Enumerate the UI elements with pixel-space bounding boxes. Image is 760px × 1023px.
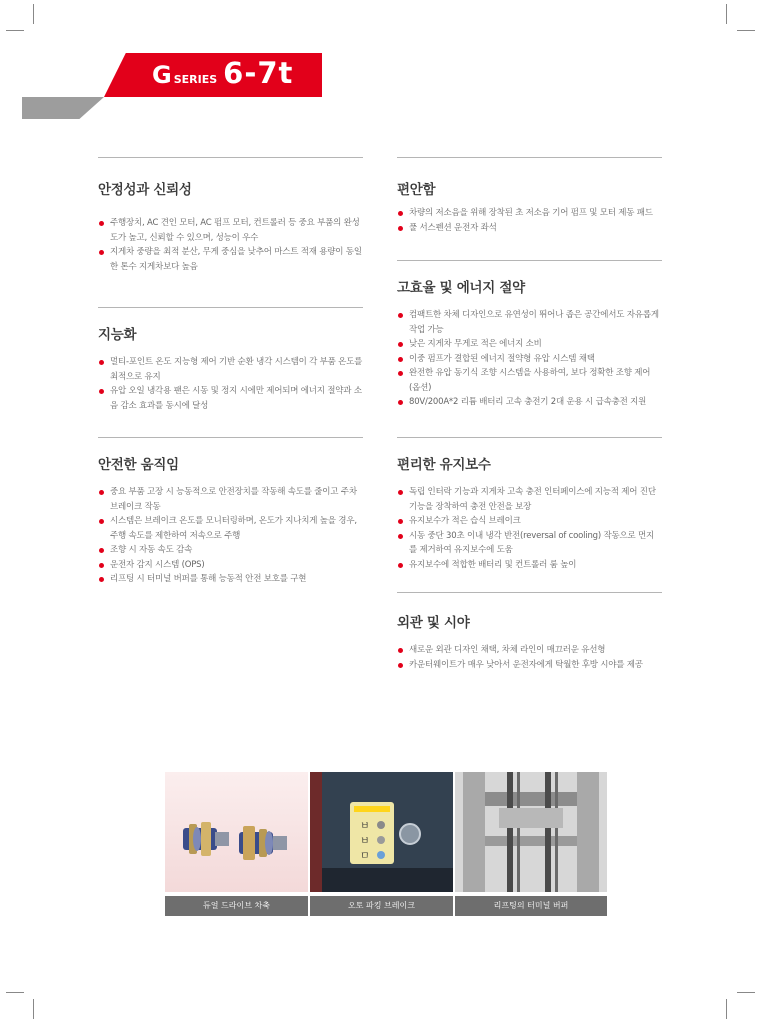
- bullet-item: 유압 오일 냉각용 팬은 시동 및 정지 시에만 제어되며 에너지 절약과 소음 감소 효과를 동시에 달성: [98, 384, 363, 413]
- section-rule: [397, 260, 662, 261]
- model-capacity: 6-7t: [223, 56, 294, 90]
- crop-mark: [737, 992, 755, 993]
- bullet-list: [397, 206, 662, 235]
- section-rule: [98, 157, 363, 158]
- bullet-item: 조향 시 자동 속도 감속: [98, 543, 363, 558]
- bullet-list: [397, 308, 662, 410]
- section-title: 외관 및 시야: [397, 615, 470, 631]
- bullet-item: 지게차 중량을 최적 분산, 무게 중심을 낮추어 마스트 적재 용량이 동일한 톤수 지게차보다 높음: [98, 245, 363, 274]
- section-intelligence: [98, 307, 363, 413]
- section-title: 고효율 및 에너지 절약: [397, 280, 525, 296]
- section-efficiency: [397, 260, 662, 410]
- section-title: 지능화: [98, 327, 137, 343]
- crop-mark: [737, 30, 755, 31]
- section-stability: [98, 157, 363, 274]
- section-title: 안전한 움직임: [98, 457, 179, 473]
- bullet-item: 80V/200A*2 리튬 배터리 고속 충전기 2대 운용 시 급속충전 지원: [397, 395, 662, 410]
- photo-parking-brake: [310, 772, 453, 892]
- svg-text:ㅂ: ㅂ: [360, 836, 370, 847]
- section-rule: [98, 307, 363, 308]
- parking-brake-panel-icon: [310, 772, 453, 892]
- bullet-item: 멀티-포인트 온도 지능형 제어 기반 순환 냉각 시스템이 각 부품 온도를 최적으로 유지: [98, 355, 363, 384]
- bullet-item: 새로운 외관 디자인 채택, 차체 라인이 매끄러운 유선형: [397, 643, 662, 658]
- section-rule: [397, 592, 662, 593]
- bullet-item: 컴팩트한 차체 디자인으로 유연성이 뛰어나 좁은 공간에서도 자유롭게 작업 가능: [397, 308, 662, 337]
- bullet-item: 리프팅 시 터미널 버퍼를 통해 능동적 안전 보호를 구현: [98, 572, 363, 587]
- crop-mark: [726, 4, 727, 24]
- section-rule: [98, 437, 363, 438]
- svg-text:ㅂ: ㅂ: [360, 821, 370, 832]
- bullet-item: 유지보수에 적합한 배터리 및 컨트롤러 룸 높이: [397, 558, 662, 573]
- section-comfort: [397, 157, 662, 235]
- series-title: [152, 56, 293, 90]
- crop-mark: [6, 992, 24, 993]
- photo-dual-drive-axle: [165, 772, 308, 892]
- section-rule: [397, 437, 662, 438]
- section-rule: [397, 157, 662, 158]
- bullet-item: 차량의 저소음을 위해 장착된 초 저소음 기어 펌프 및 모터 제동 패드: [397, 206, 662, 221]
- header-grey-bar: [22, 97, 104, 119]
- bullet-item: 시동 중단 30초 이내 냉각 반전(reversal of cooling) 작동으로 먼지를 제거하여 유지보수에 도움: [397, 529, 662, 558]
- section-appearance: [397, 592, 662, 672]
- section-safety: [98, 437, 363, 587]
- bullet-item: 시스템은 브레이크 온도를 모니터링하며, 온도가 지나치게 높을 경우, 주행 속도를 제한하여 저속으로 주행: [98, 514, 363, 543]
- bullet-list: [397, 485, 662, 572]
- bullet-item: 카운터웨이트가 매우 낮아서 운전자에게 탁월한 후방 시야를 제공: [397, 658, 662, 673]
- bullet-item: 독립 인터락 기능과 지게차 고속 충전 인터페이스에 지능적 제어 진단 기능을 장착하여 충전 안전을 보장: [397, 485, 662, 514]
- series-word: SERIES: [173, 73, 218, 86]
- crop-mark: [33, 999, 34, 1019]
- bullet-item: 완전한 유압 동기식 조향 시스템을 사용하여, 보다 정확한 조향 제어 (옵션): [397, 366, 662, 395]
- photo-caption: 듀얼 드라이브 차축: [165, 896, 308, 916]
- bullet-list: [397, 643, 662, 672]
- dual-drive-axle-icon: [165, 772, 308, 892]
- bullet-item: 유지보수가 적은 습식 브레이크: [397, 514, 662, 529]
- section-title: 편리한 유지보수: [397, 457, 491, 473]
- section-maintenance: [397, 437, 662, 572]
- mast-terminal-buffer-icon: [455, 772, 607, 892]
- section-title: 안정성과 신뢰성: [98, 182, 192, 198]
- photo-caption: 오토 파킹 브레이크: [310, 896, 453, 916]
- photo-caption: 리프팅의 터미널 버퍼: [455, 896, 607, 916]
- crop-mark: [726, 999, 727, 1019]
- bullet-item: 낮은 지게차 무게로 적은 에너지 소비: [397, 337, 662, 352]
- bullet-item: 중요 부품 고장 시 능동적으로 안전장치를 작동해 속도를 줄이고 주차 브레이크 작동: [98, 485, 363, 514]
- bullet-item: 풀 서스펜션 운전자 좌석: [397, 221, 662, 236]
- bullet-item: 이중 펌프가 결합된 에너지 절약형 유압 시스템 채택: [397, 352, 662, 367]
- bullet-item: 운전자 감지 시스템 (OPS): [98, 558, 363, 573]
- photo-terminal-buffer: [455, 772, 607, 892]
- bullet-list: [98, 485, 363, 587]
- bullet-item: 주행장치, AC 견인 모터, AC 펌프 모터, 컨트롤러 등 중요 부품의 완성도가 높고, 신뢰할 수 있으며, 성능이 우수: [98, 216, 363, 245]
- section-title: 편안함: [397, 182, 436, 198]
- bullet-list: [98, 216, 363, 274]
- crop-mark: [6, 30, 24, 31]
- svg-text:ㅁ: ㅁ: [360, 851, 370, 862]
- crop-mark: [33, 4, 34, 24]
- series-letter: G: [152, 61, 172, 89]
- bullet-list: [98, 355, 363, 413]
